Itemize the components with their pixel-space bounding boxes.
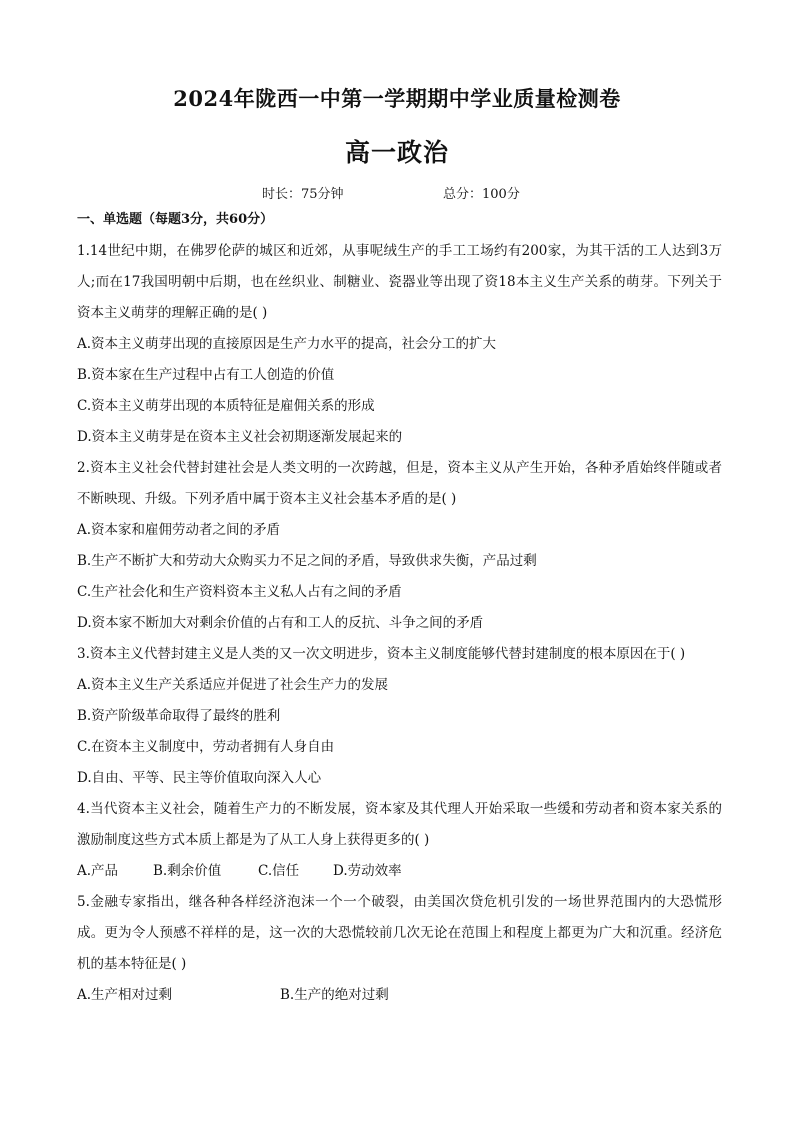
- exam-title: 2024年陇西一中第一学期期中学业质量检测卷: [173, 86, 621, 111]
- exam-total-score: 总分：100分: [443, 187, 520, 202]
- option-d: D.自由、平等、民主等价值取向深入人心: [77, 770, 322, 786]
- question-2: [77, 453, 722, 639]
- question-stem: 2.资本主义社会代替封建社会是人类文明的一次跨越，但是，资本主义从产生开始，各种矛盾始终伴随或者不断映现、升级。下列矛盾中属于资本主义社会基本矛盾的是( ): [77, 460, 722, 507]
- question-stem: 1.14世纪中期，在佛罗伦萨的城区和近郊，从事呢绒生产的手工工场约有200家，为其干活的工人达到3万人;而在17我国明朝中后期，也在丝织业、制糖业、瓷器业等出现了资18本主义生产关系的萌芽。下列关于资本主义萌芽的理解正确的是( ): [77, 243, 722, 321]
- exam-duration: 时长：75分钟: [262, 187, 344, 202]
- question-1: [77, 236, 722, 453]
- option-a: A.生产相对过剩: [77, 987, 173, 1003]
- question-stem: 3.资本主义代替封建主义是人类的又一次文明进步，资本主义制度能够代替封建制度的根本原因在于( ): [77, 646, 686, 662]
- options-row: [77, 980, 722, 1011]
- option-c: C.在资本主义制度中，劳动者拥有人身自由: [77, 739, 335, 755]
- question-stem: 5.金融专家指出，继各种各样经济泡沫一个一个破裂，由美国次贷危机引发的一场世界范围内的大恐慌形成。更为令人预感不祥样的是，这一次的大恐慌较前几次无论在范围上和程度上都更为广大和沉重。经济危机的基本特征是( ): [77, 894, 722, 972]
- section-heading: 一、单选题（每题3分，共60分）: [77, 212, 274, 227]
- question-5: [77, 887, 722, 1011]
- option-a: A.资本主义萌芽出现的直接原因是生产力水平的提高，社会分工的扩大: [77, 336, 497, 352]
- option-a: A.产品: [77, 863, 119, 879]
- option-b: B.资本家在生产过程中占有工人创造的价值: [77, 367, 335, 383]
- option-b: B.剩余价值: [153, 863, 222, 879]
- option-b: B.生产不断扩大和劳动大众购买力不足之间的矛盾，导致供求失衡，产品过剩: [77, 553, 537, 569]
- exam-content: [77, 208, 722, 1011]
- option-d: D.资本家不断加大对剩余价值的占有和工人的反抗、斗争之间的矛盾: [77, 615, 484, 631]
- option-c: C.生产社会化和生产资料资本主义私人占有之间的矛盾: [77, 584, 402, 600]
- option-b: B.资产阶级革命取得了最终的胜利: [77, 708, 281, 724]
- option-c: C.资本主义萌芽出现的本质特征是雇佣关系的形成: [77, 398, 375, 414]
- option-b: B.生产的绝对过剩: [280, 987, 389, 1003]
- option-d: D.资本主义萌芽是在资本主义社会初期逐渐发展起来的: [77, 429, 403, 445]
- option-a: A.资本主义生产关系适应并促进了社会生产力的发展: [77, 677, 389, 693]
- options-row: [77, 856, 722, 887]
- option-a: A.资本家和雇佣劳动者之间的矛盾: [77, 522, 281, 538]
- question-stem: 4.当代资本主义社会，随着生产力的不断发展，资本家及其代理人开始采取一些缓和劳动者和资本家关系的激励制度这些方式本质上都是为了从工人身上获得更多的( ): [77, 801, 722, 848]
- option-d: D.劳动效率: [333, 863, 402, 879]
- question-3: [77, 639, 722, 794]
- exam-subject: 高一政治: [344, 138, 449, 167]
- option-c: C.信任: [258, 863, 300, 879]
- question-4: [77, 794, 722, 887]
